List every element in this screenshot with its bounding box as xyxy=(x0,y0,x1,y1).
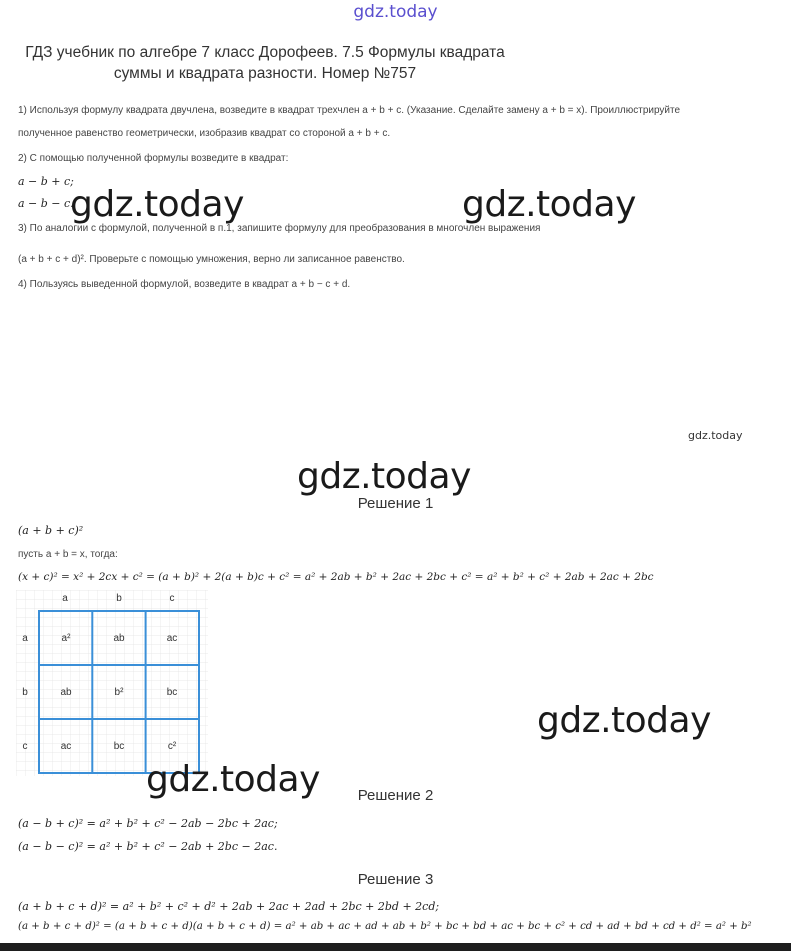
row-label: c xyxy=(22,741,28,752)
solution-1-line-2: пусть a + b = x, тогда: xyxy=(18,549,118,560)
solution-1-heading: Решение 1 xyxy=(357,495,434,512)
watermark: gdz.today xyxy=(146,759,320,800)
page-title: ГДЗ учебник по алгебре 7 класс Дорофеев. 7.5 Формулы квадрата суммы и квадрата разности. Номер №757 xyxy=(25,44,505,82)
solution-3-heading: Решение 3 xyxy=(357,871,434,888)
row-label: a xyxy=(22,633,28,644)
col-label: a xyxy=(62,593,68,604)
cell-c-squared: c² xyxy=(167,741,177,752)
cell-ac: ac xyxy=(166,633,178,644)
square-diagram xyxy=(16,590,208,776)
solution-2-line-2: (a − b − c)² = a² + b² + c² − 2ab + 2bc − 2ac. xyxy=(18,840,278,853)
watermark: gdz.today xyxy=(297,456,471,497)
row-label: b xyxy=(22,687,28,698)
task-item-3: 3) По аналогии с формулой, полученной в п.1, запишите формулу для преобразования в многочлен выражения xyxy=(18,223,541,234)
solution-2-heading: Решение 2 xyxy=(357,787,434,804)
cell-bc: bc xyxy=(113,741,125,752)
watermark: gdz.today xyxy=(462,184,636,225)
cell-a-squared: a² xyxy=(61,633,71,644)
watermark-small: gdz.today xyxy=(688,429,743,442)
cell-ac: ac xyxy=(60,741,72,752)
cell-bc: bc xyxy=(166,687,178,698)
watermark: gdz.today xyxy=(70,184,244,225)
cell-b-squared: b² xyxy=(114,687,124,698)
cell-ab: ab xyxy=(113,633,125,644)
task-item-1-line-2: полученное равенство геометрически, изобразив квадрат со стороной a + b + c. xyxy=(18,128,391,139)
solution-1-line-1: (a + b + c)² xyxy=(18,524,84,537)
bottom-bar xyxy=(0,943,791,951)
col-label: c xyxy=(169,593,175,604)
task-item-2-a: a − b + c; xyxy=(18,175,74,188)
solution-3-line-1: (a + b + c + d)² = a² + b² + c² + d² + 2ab + 2ac + 2ad + 2bc + 2bd + 2cd; xyxy=(18,900,440,913)
solution-2-line-1: (a − b + c)² = a² + b² + c² − 2ab − 2bc + 2ac; xyxy=(18,817,278,830)
site-logo[interactable]: gdz.today xyxy=(353,2,438,22)
solution-1-line-3: (x + c)² = x² + 2cx + c² = (a + b)² + 2(a + b)c + c² = a² + 2ab + b² + 2ac + 2bc + c² = a² + b² + c² + 2ab + 2ac + 2bc xyxy=(18,571,654,583)
solution-3-line-2: (a + b + c + d)² = (a + b + c + d)(a + b + c + d) = a² + ab + ac + ad + ab + b² + bc + bd + ac + bc + c² + cd + ad + bd + cd + d² = a² + b² xyxy=(18,921,752,932)
cell-ab: ab xyxy=(60,687,72,698)
task-item-2: 2) С помощью полученной формулы возведите в квадрат: xyxy=(18,153,289,164)
task-item-4: 4) Пользуясь выведенной формулой, возведите в квадрат a + b − c + d. xyxy=(18,279,351,290)
task-item-3-expression: (a + b + c + d)². Проверьте с помощью умножения, верно ли записанное равенство. xyxy=(18,254,405,265)
watermark: gdz.today xyxy=(537,700,711,741)
col-label: b xyxy=(116,593,122,604)
task-item-2-b: a − b − c. xyxy=(18,197,74,210)
task-item-1-line-1: 1) Используя формулу квадрата двучлена, возведите в квадрат трехчлен a + b + c. (Указание. Сделайте замену a + b = x). Проиллюстрируйте xyxy=(18,105,681,116)
